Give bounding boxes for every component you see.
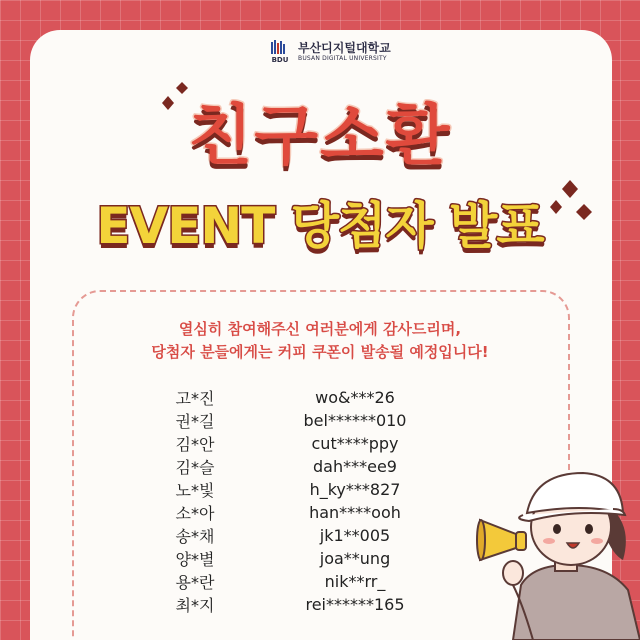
winner-row xyxy=(150,570,470,593)
coupon-message: 당첨자 분들에게는 커피 쿠폰이 발송될 예정입니다! xyxy=(151,343,489,361)
winner-name: 김*안 xyxy=(175,435,215,454)
winner-row xyxy=(150,593,470,616)
winner-name: 김*슬 xyxy=(175,458,215,477)
winner-id: rei******165 xyxy=(305,595,405,614)
winner-row xyxy=(150,547,470,570)
logo-badge-text: BDU xyxy=(271,56,289,64)
winner-name: 양*별 xyxy=(175,550,215,569)
winner-name: 송*채 xyxy=(175,527,215,546)
winner-name: 권*길 xyxy=(175,412,215,431)
event-title-main: 친구소환 xyxy=(188,97,452,174)
winner-row xyxy=(150,478,470,501)
event-title-sub: EVENT 당첨자 발표 xyxy=(96,197,544,255)
winner-name: 노*빛 xyxy=(175,481,215,500)
winner-id: bel******010 xyxy=(303,411,407,430)
winner-row xyxy=(150,386,470,409)
winner-row xyxy=(150,409,470,432)
winner-id: cut****ppy xyxy=(311,434,399,453)
winner-row xyxy=(150,524,470,547)
megaphone-icon xyxy=(476,512,532,562)
winner-id: nik**rr_ xyxy=(324,572,386,591)
winner-id: jk1**005 xyxy=(319,526,391,545)
winner-name: 최*지 xyxy=(175,596,215,615)
winner-id: joa**ung xyxy=(319,549,391,568)
winner-name: 소*아 xyxy=(175,504,215,523)
winner-name: 용*란 xyxy=(175,573,215,592)
winner-id: h_ky***827 xyxy=(309,480,401,499)
winner-id: han****ooh xyxy=(309,503,401,522)
thanks-message: 열심히 참여해주신 여러분에게 감사드리며, xyxy=(178,320,462,338)
university-logo-icon xyxy=(268,40,292,64)
winner-row xyxy=(150,501,470,524)
winner-row xyxy=(150,432,470,455)
winner-id: wo&***26 xyxy=(315,388,395,407)
university-logo xyxy=(268,40,391,64)
winners-list xyxy=(150,386,470,616)
university-name-en: BUSAN DIGITAL UNIVERSITY xyxy=(298,55,387,62)
winner-name: 고*진 xyxy=(175,389,215,408)
winner-id: dah***ee9 xyxy=(313,457,397,476)
university-name-kr: 부산디지털대학교 xyxy=(298,41,391,55)
winner-row xyxy=(150,455,470,478)
